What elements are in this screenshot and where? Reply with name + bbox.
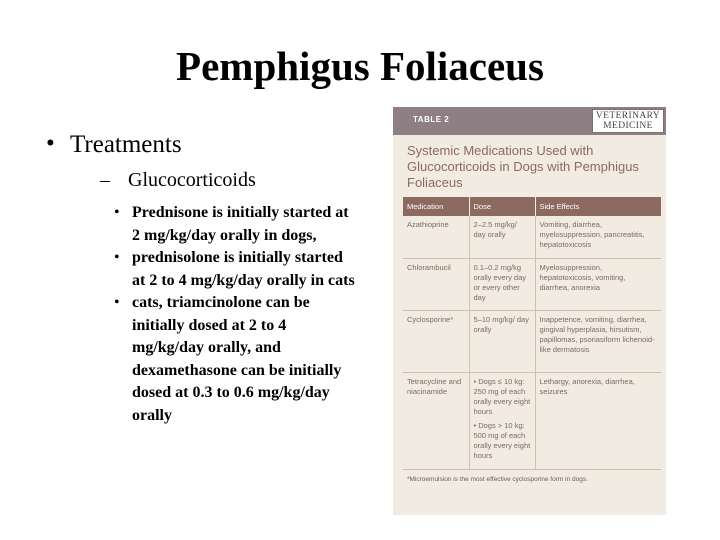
cell-dose: 0.1–0.2 mg/kg orally every day or every other day xyxy=(469,258,535,310)
column-header-dose: Dose xyxy=(469,197,535,216)
bullet-marker: • xyxy=(114,249,120,266)
cell-medication: Cyclosporine* xyxy=(403,310,469,372)
sub-bullet-prednisone xyxy=(28,202,358,247)
sub-bullet-text: Prednisone is initially started at 2 mg/kg/day orally in dogs, xyxy=(132,204,349,244)
sub-bullet-triamcinolone xyxy=(28,292,358,427)
publisher-logo xyxy=(592,109,664,133)
cell-side-effects: Myelosuppression, hepatotoxicosis, vomiting, diarrhea, anorexia xyxy=(535,258,661,310)
sub-bullet-text: prednisolone is initially started at 2 to 4 mg/kg/day orally in cats xyxy=(132,249,355,289)
table-row xyxy=(403,258,661,310)
table-header-row xyxy=(403,197,661,216)
cell-side-effects: Lethargy, anorexia, diarrhea, seizures xyxy=(535,372,661,469)
table-row xyxy=(403,310,661,372)
column-header-side-effects: Side Effects xyxy=(535,197,661,216)
cell-medication: Chlorambucil xyxy=(403,258,469,310)
table-number-label: TABLE 2 xyxy=(413,115,450,124)
bullet-list xyxy=(28,128,388,427)
cell-side-effects: Vomiting, diarrhea, myelosuppression, pancreatitis, hepatotoxicosis xyxy=(535,216,661,258)
table-row xyxy=(403,216,661,258)
figure-title: Systemic Medications Used with Glucocorticoids in Dogs with Pemphigus Foliaceus xyxy=(407,143,639,190)
table-footnote: *Microemulsion is the most effective cyclosporine form in dogs. xyxy=(407,475,588,483)
bullet-marker: • xyxy=(114,204,120,221)
slide-title: Pemphigus Foliaceus xyxy=(176,43,544,89)
bullet-marker: • xyxy=(114,294,120,311)
bullet-text: Glucocorticoids xyxy=(128,169,256,191)
bullet-text: Treatments xyxy=(70,131,182,158)
cell-dose: 2–2.5 mg/kg/ day orally xyxy=(469,216,535,258)
logo-line-1: VETERINARY xyxy=(595,111,661,121)
figure-header xyxy=(393,107,666,135)
cell-medication: Azathioprine xyxy=(403,216,469,258)
logo-line-2: MEDICINE xyxy=(603,121,653,131)
bullet-glucocorticoids xyxy=(28,166,388,194)
medication-table xyxy=(403,197,661,470)
bullet-marker: • xyxy=(46,130,55,157)
bullet-treatments xyxy=(28,128,388,162)
cell-side-effects: Inappetence, vomiting, diarrhea, gingival hyperplasia, hirsutism, papillomas, psoriasiform lichenoid-like dermatosis xyxy=(535,310,661,372)
medication-table-figure xyxy=(393,107,666,515)
cell-dose: 5–10 mg/kg/ day orally xyxy=(469,310,535,372)
dash-marker: – xyxy=(100,169,110,191)
sub-bullet-prednisolone xyxy=(28,247,358,292)
sub-bullet-list xyxy=(28,202,358,427)
dose-small-dogs: • Dogs ≤ 10 kg: 250 mg of each orally every eight hours xyxy=(473,376,531,416)
dose-large-dogs: • Dogs > 10 kg: 500 mg of each orally every eight hours xyxy=(473,420,531,460)
cell-medication: Tetracycline and niacinamide xyxy=(403,372,469,469)
cell-dose xyxy=(469,372,535,469)
sub-bullet-text: cats, triamcinolone can be initially dosed at 2 to 4 mg/kg/day orally, and dexamethasone can be initially dosed at 0.3 to 0.6 mg/kg/day orally xyxy=(132,294,342,424)
table-row xyxy=(403,372,661,469)
column-header-medication: Medication xyxy=(403,197,469,216)
